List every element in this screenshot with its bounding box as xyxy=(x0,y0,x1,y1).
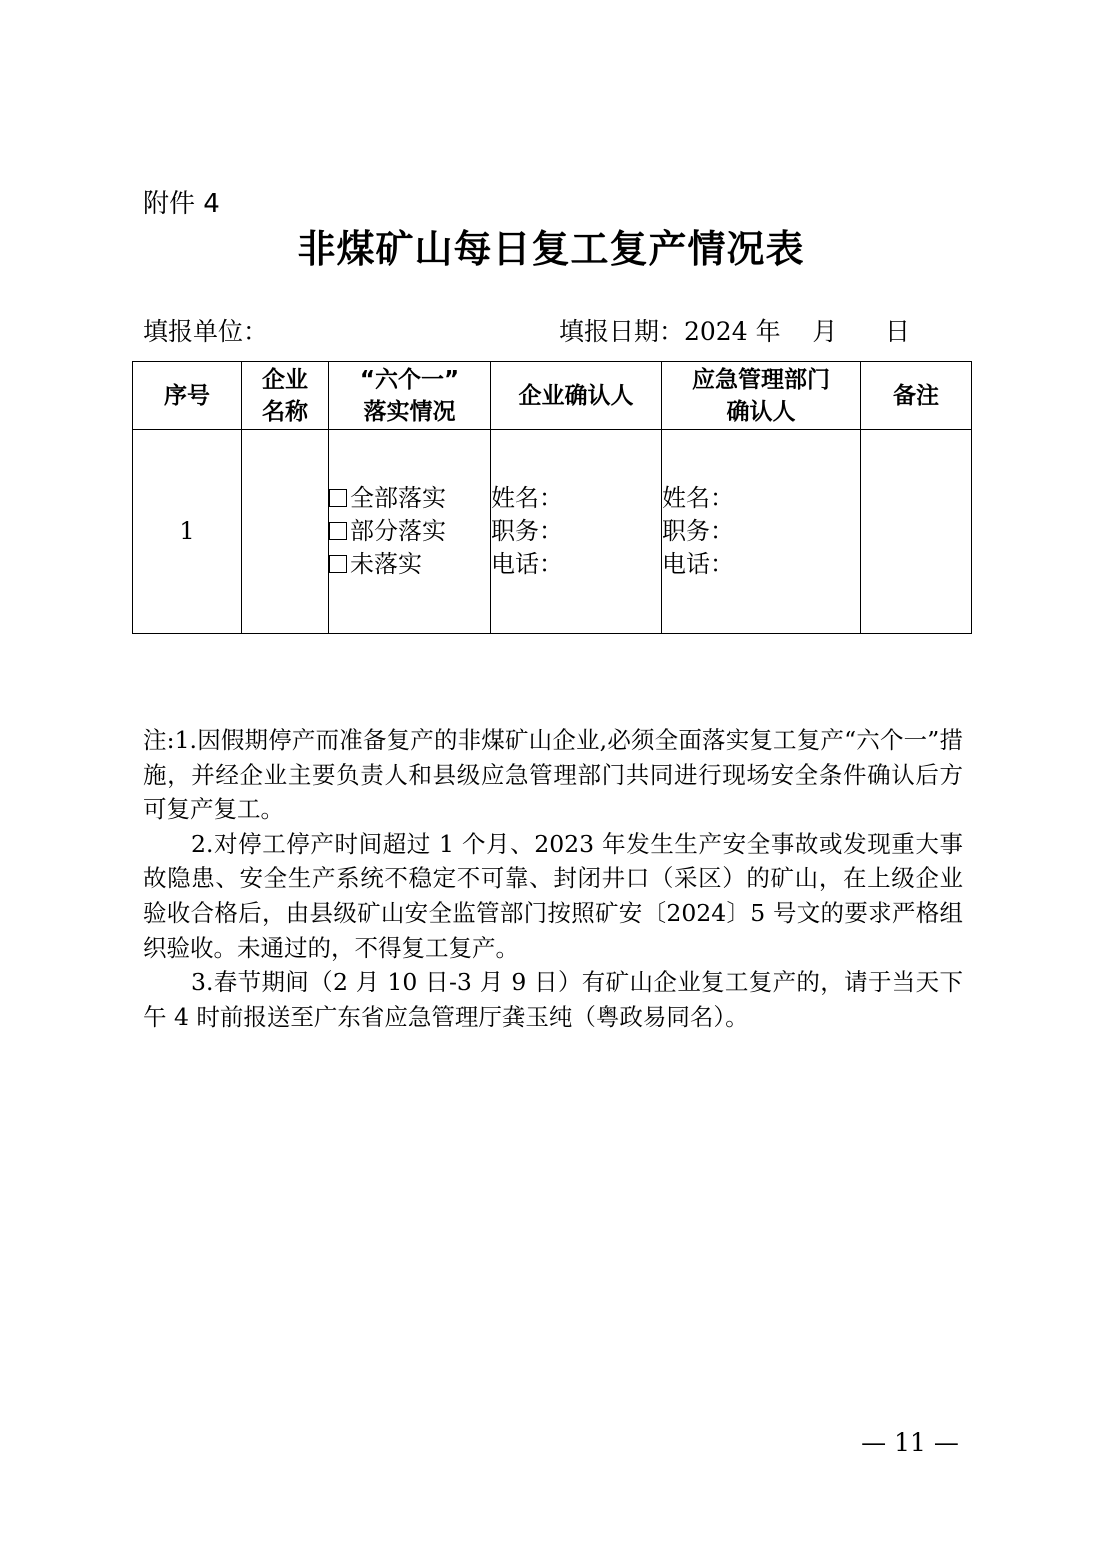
option-not-implemented[interactable]: 未落实 xyxy=(329,548,490,581)
note-2: 2.对停工停产时间超过 1 个月、2023 年发生生产安全事故或发现重大事故隐患、安全生产系统不稳定不可靠、封闭井口（采区）的矿山，在上级企业验收合格后，由县级矿山安全监管部门按照矿安〔2024〕5 号文的要求严格组织验收。未通过的，不得复工复产。 xyxy=(143,829,963,962)
cell-seq: 1 xyxy=(133,430,242,634)
fill-info-row xyxy=(143,312,943,352)
header-seq: 序号 xyxy=(133,362,242,430)
option-all-implemented[interactable]: 全部落实 xyxy=(329,482,490,515)
company-position-field: 职务： xyxy=(491,517,563,545)
emergency-position-field: 职务： xyxy=(662,517,734,545)
note-3: 3.春节期间（2 月 10 日-3 月 9 日）有矿山企业复工复产的，请于当天下午 4 时前报送至广东省应急管理厅龚玉纯（粤政易同名）。 xyxy=(143,968,963,1031)
emergency-name-field: 姓名： xyxy=(662,484,734,512)
header-company-confirmer: 企业确认人 xyxy=(491,362,662,430)
notes-section xyxy=(143,723,963,1034)
attachment-label: 附件 4 xyxy=(143,189,220,219)
fill-date-label: 填报日期：2024 年 月 日 xyxy=(559,317,911,346)
header-emergency-confirmer: 应急管理部门 确认人 xyxy=(662,362,861,430)
status-table xyxy=(132,361,972,634)
header-remark: 备注 xyxy=(861,362,972,430)
cell-six-one-options xyxy=(329,430,491,634)
note-1: 注:1.因假期停产而准备复产的非煤矿山企业,必须全面落实复工复产“六个一”措施，并经企业主要负责人和县级应急管理部门共同进行现场安全条件确认后方可复产复工。 xyxy=(143,726,963,824)
emergency-phone-field: 电话： xyxy=(662,550,734,578)
table-header-row xyxy=(133,362,972,430)
header-six-one: “六个一” 落实情况 xyxy=(329,362,491,430)
option-partly-implemented[interactable]: 部分落实 xyxy=(329,515,490,548)
fill-unit-label: 填报单位： xyxy=(143,317,269,346)
cell-company-name[interactable] xyxy=(242,430,329,634)
table-row xyxy=(133,430,972,634)
header-company-name: 企业 名称 xyxy=(242,362,329,430)
cell-remark[interactable] xyxy=(861,430,972,634)
checkbox-icon[interactable] xyxy=(329,489,347,507)
cell-emergency-confirmer[interactable] xyxy=(662,430,861,634)
page-title: 非煤矿山每日复工复产情况表 xyxy=(297,227,805,271)
page-number: — 11 — xyxy=(861,1428,959,1457)
company-phone-field: 电话： xyxy=(491,550,563,578)
cell-company-confirmer[interactable] xyxy=(491,430,662,634)
checkbox-icon[interactable] xyxy=(329,522,347,540)
company-name-field: 姓名： xyxy=(491,484,563,512)
checkbox-icon[interactable] xyxy=(329,555,347,573)
